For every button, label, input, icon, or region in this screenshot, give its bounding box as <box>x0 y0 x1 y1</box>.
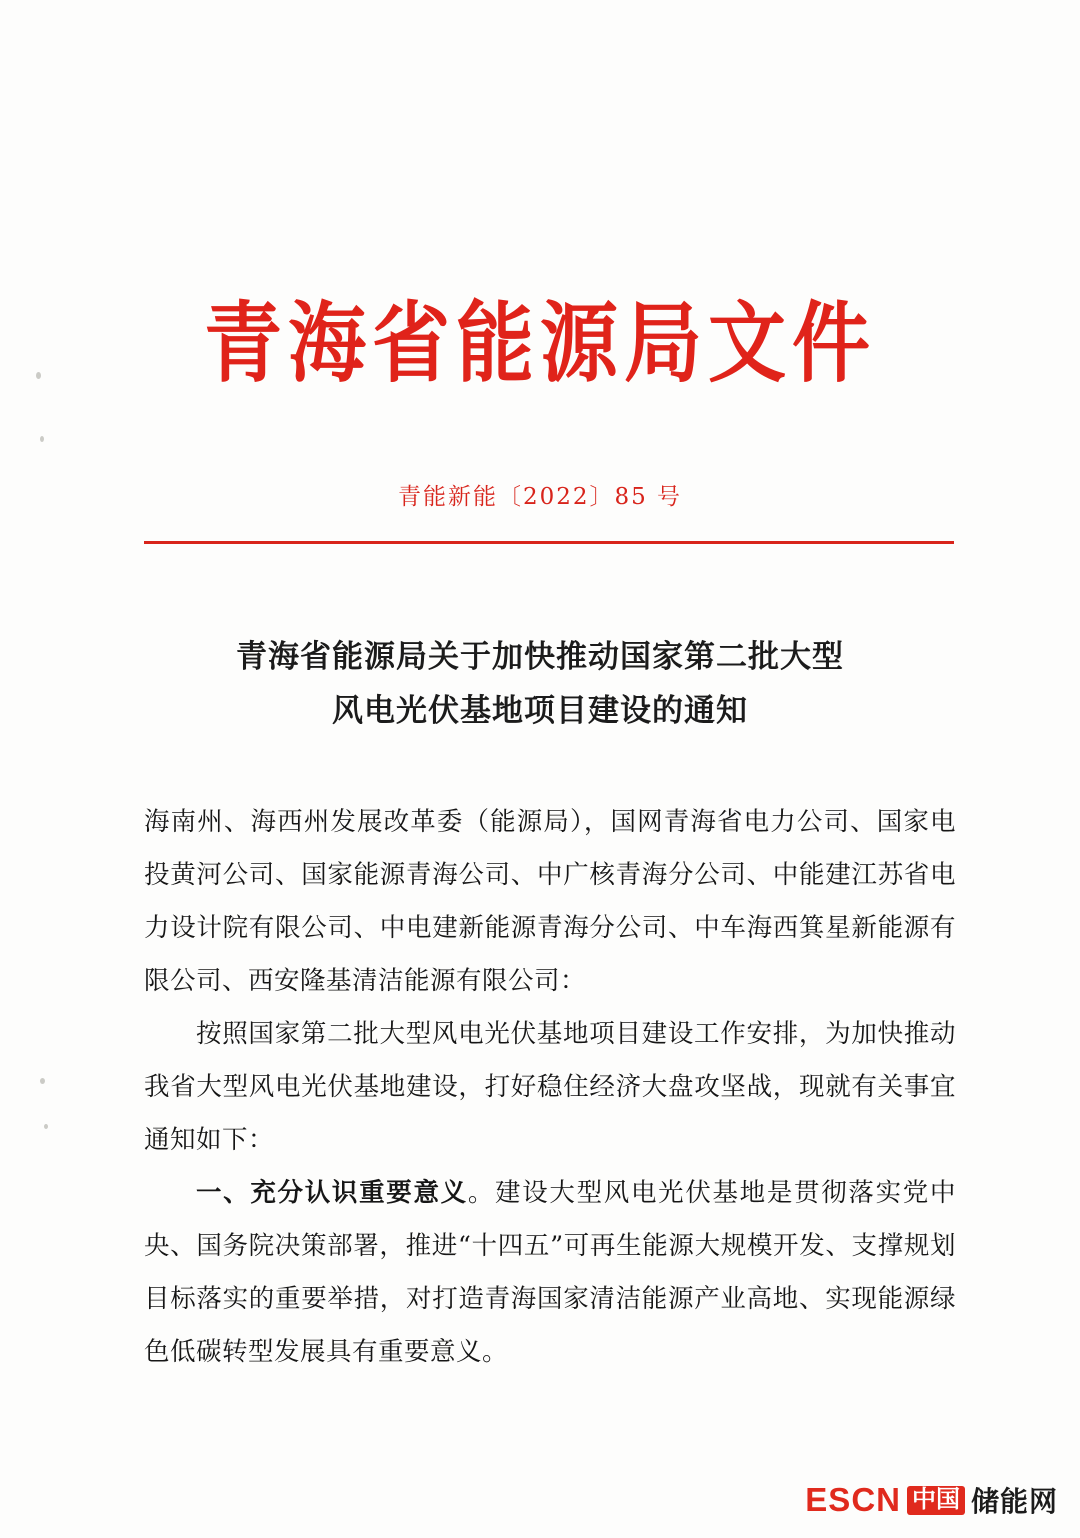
document-subject <box>120 630 960 739</box>
watermark-logo <box>805 1480 1058 1520</box>
watermark-brand-badge: 中国 <box>907 1486 965 1515</box>
scan-speckle <box>44 1124 48 1129</box>
section-one-text: 。建设大型风电光伏基地是贯彻落实党中央、国务院决策部署，推进“十四五”可再生能源大规模开发、支撑规划目标落实的重要举措，对打造青海国家清洁能源产业高地、实现能源绿色低碳转型发展具有重要意义。 <box>144 1178 956 1367</box>
document-subject-line-1: 青海省能源局关于加快推动国家第二批大型 <box>236 639 844 675</box>
watermark-brand-text: 储能网 <box>970 1486 1058 1517</box>
letterhead <box>0 292 1080 395</box>
watermark-brand-latin: ESCN <box>805 1481 901 1518</box>
document-body <box>144 796 956 1379</box>
paragraph-recipients: 海南州、海西州发展改革委（能源局），国网青海省电力公司、国家电投黄河公司、国家能源青海公司、中广核青海分公司、中能建江苏省电力设计院有限公司、中电建新能源青海分公司、中车海西箕星新能源有限公司、西安隆基清洁能源有限公司： <box>144 807 956 996</box>
paragraph-section-one <box>144 1167 956 1379</box>
red-divider-rule <box>144 541 954 544</box>
section-one-heading: 一、充分认识重要意义 <box>196 1178 468 1208</box>
document-number: 青能新能〔2022〕85 号 <box>397 484 683 510</box>
scan-speckle <box>40 1078 45 1084</box>
letterhead-title: 青海省能源局文件 <box>203 292 876 395</box>
paragraph-intro: 按照国家第二批大型风电光伏基地项目建设工作安排，为加快推动我省大型风电光伏基地建设，打好稳住经济大盘攻坚战，现就有关事宜通知如下： <box>144 1019 956 1155</box>
document-subject-line-2: 风电光伏基地项目建设的通知 <box>332 693 748 730</box>
scan-speckle <box>40 436 44 442</box>
